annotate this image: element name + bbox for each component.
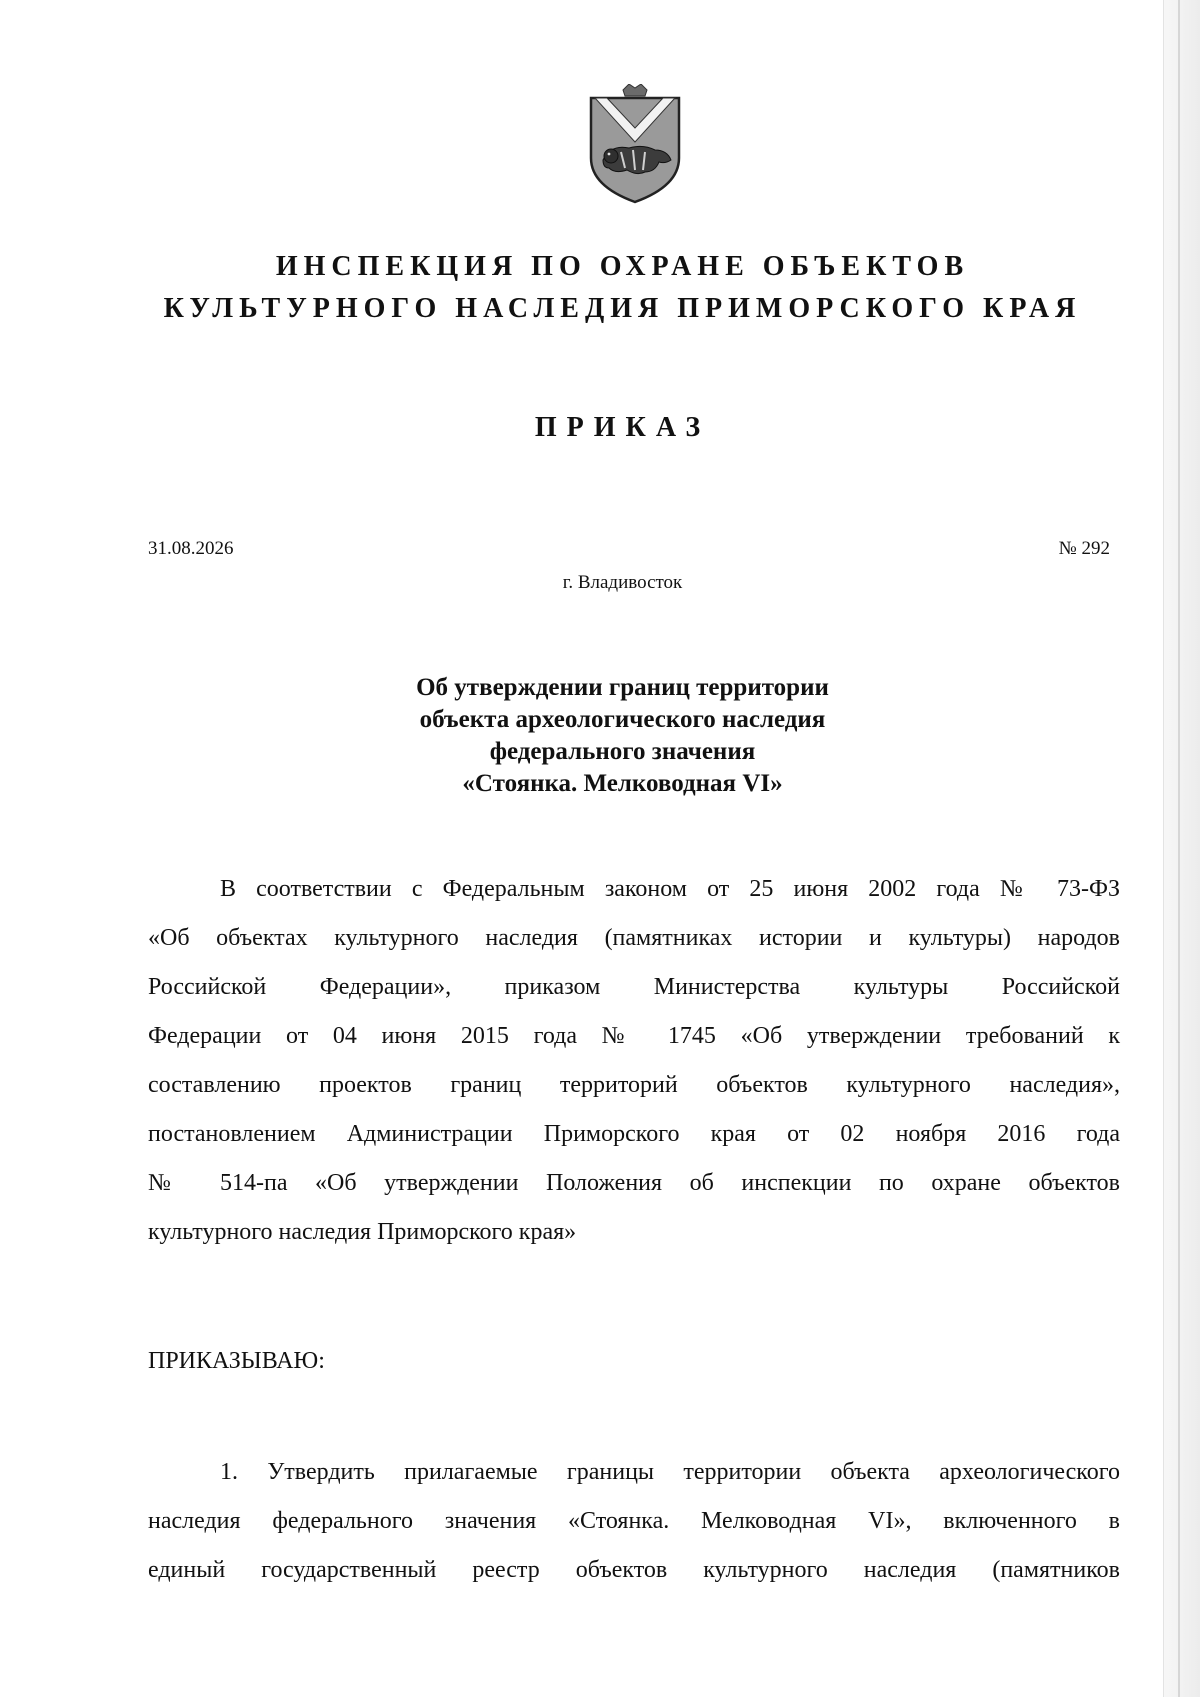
orders-heading: ПРИКАЗЫВАЮ: [148, 1348, 325, 1374]
order-item-line: единый государственный реестр объектов культурного наследия (памятников [148, 1557, 1120, 1583]
document-subject [0, 672, 1200, 800]
order-item-line: наследия федерального значения «Стоянка. Мелководная VI», включенного в [148, 1508, 1120, 1534]
organization-name [0, 246, 1200, 330]
document-city: г. Владивосток [562, 572, 683, 593]
order-item-line: 1. Утвердить прилагаемые границы территории объекта археологического [220, 1459, 1120, 1485]
subject-line: «Стоянка. Мелководная VI» [462, 770, 783, 797]
subject-line: федерального значения [489, 738, 756, 765]
preamble-line: «Об объектах культурного наследия (памятниках истории и культуры) народов [148, 925, 1120, 951]
preamble-line: составлению проектов границ территорий объектов культурного наследия», [148, 1072, 1120, 1098]
preamble-line: культурного наследия Приморского края» [148, 1219, 577, 1245]
document-number: № 292 [1058, 538, 1110, 559]
preamble-line: Федерации от 04 июня 2015 года № 1745 «Об утверждении требований к [148, 1023, 1120, 1049]
primorsky-krai-coat-of-arms-icon [585, 84, 685, 206]
subject-line: Об утверждении границ территории [416, 674, 829, 701]
organization-name-line-2: КУЛЬТУРНОГО НАСЛЕДИЯ ПРИМОРСКОГО КРАЯ [163, 293, 1082, 324]
preamble-line: Российской Федерации», приказом Министерства культуры Российской [148, 974, 1120, 1000]
page-edge-shadow [1178, 0, 1180, 1697]
scrollbar-track[interactable] [1163, 0, 1200, 1697]
preamble-line: № 514-па «Об утверждении Положения об инспекции по охране объектов [148, 1170, 1120, 1196]
preamble-line: постановлением Администрации Приморского края от 02 ноября 2016 года [148, 1121, 1120, 1147]
preamble-paragraph [148, 865, 1120, 1257]
document-type-heading: ПРИКАЗ [534, 412, 711, 443]
document-date: 31.08.2026 [148, 538, 234, 559]
preamble-line: В соответствии с Федеральным законом от 25 июня 2002 года № 73-ФЗ [220, 876, 1120, 902]
subject-line: объекта археологического наследия [419, 706, 826, 733]
organization-name-line-1: ИНСПЕКЦИЯ ПО ОХРАНЕ ОБЪЕКТОВ [275, 251, 970, 282]
order-item-1 [148, 1448, 1120, 1595]
